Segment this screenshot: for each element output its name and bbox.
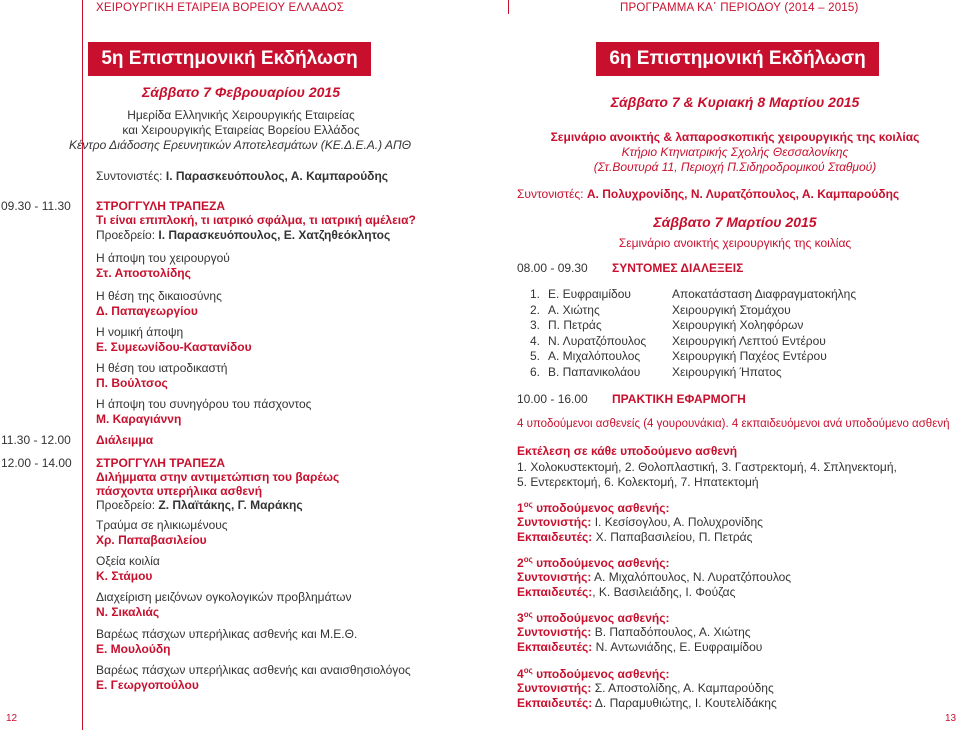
break-time: 11.30 - 12.00 [1, 433, 71, 447]
right-date-2: Σάββατο 7 Μαρτίου 2015 [653, 214, 817, 230]
talk-title: Η θέση της δικαιοσύνης [96, 289, 222, 303]
perform-line-2: 5. Εντερεκτομή, 6. Κολεκτομή, 7. Ηπατεκτομή [517, 475, 759, 489]
talk-title: Η άποψη του χειρουργού [96, 251, 230, 265]
patient-number: 4 [517, 667, 524, 681]
talk-speaker: Κ. Στάμου [96, 569, 153, 583]
session-2-time: 12.00 - 14.00 [1, 456, 72, 470]
talk-title: Η άποψη του συνηγόρου του πάσχοντος [96, 397, 312, 411]
coordinator-label: Συντονιστής: [517, 681, 592, 695]
talk-title: Τραύμα σε ηλικιωμένους [96, 518, 228, 532]
talk-speaker: Μ. Καραγιάννη [96, 412, 182, 426]
session-1-chair: Προεδρείο: Ι. Παρασκευόπουλος, Ε. Χατζηθεόκλητος [96, 228, 391, 242]
right-venue-2: (Στ.Βουτυρά 11, Περιοχή Π.Σιδηροδρομικού Σταθμού) [593, 160, 877, 174]
coordinator-label: Συντονιστής: [517, 570, 592, 584]
session-2-subtitle-1: Διλήμματα στην αντιμετώπιση του βαρέως [96, 470, 340, 484]
left-desc-2: και Χειρουργικής Εταιρείας Βορείου Ελλάδος [122, 123, 360, 137]
right-seminar-2: Σεμινάριο ανοικτής χειρουργικής της κοιλίας [618, 236, 852, 250]
track-2-time: 10.00 - 16.00 [517, 392, 588, 406]
educators-label: Εκπαιδευτές: [517, 696, 593, 710]
session-1-subtitle: Τι είναι επιπλοκή, τι ιατρικό σφάλμα, τι ιατρική αμέλεια? [96, 213, 416, 227]
lecture-topic: Χειρουργική Χοληφόρων [672, 318, 804, 332]
patient-heading [517, 610, 669, 625]
coordinator-label: Συντονιστής: [517, 515, 592, 529]
session-2-title: ΣΤΡΟΓΓΥΛΗ ΤΡΑΠΕΖΑ [96, 456, 225, 470]
talk-speaker: Ε. Μουλούδη [96, 642, 171, 656]
patient-title: υποδούμενος ασθενής: [532, 556, 670, 570]
talk-speaker: Π. Βούλτσος [96, 376, 168, 390]
educators-names: , Κ. Βασιλειάδης, Ι. Φούζας [592, 585, 736, 599]
lecture-speaker: Π. Πετράς [548, 318, 602, 332]
session-2-chair: Προεδρείο: Ζ. Πλαϊτάκης, Γ. Μαράκης [96, 498, 303, 512]
coordinator-names: Β. Παπαδόπουλος, Α. Χιώτης [591, 625, 751, 639]
lecture-topic: Χειρουργική Ήπατος [672, 364, 782, 379]
patient-number: 1 [517, 501, 524, 515]
educators-names: Χ. Παπαβασιλείου, Π. Πετράς [592, 530, 753, 544]
patient-number: 3 [517, 611, 524, 625]
right-seminar: Σεμινάριο ανοικτής & λαπαροσκοπικής χειρουργικής της κοιλίας [550, 130, 920, 144]
patient-coordinator [517, 570, 791, 584]
session-1-title: ΣΤΡΟΓΓΥΛΗ ΤΡΑΠΕΖΑ [96, 199, 225, 213]
lecture-topic: Χειρουργική Λεπτού Εντέρου [672, 333, 826, 348]
patient-title: υποδούμενος ασθενής: [532, 501, 670, 515]
talk-title: Διαχείριση μειζόνων ογκολογικών προβλημάτων [96, 590, 352, 604]
practice-description: 4 υποδούμενοι ασθενείς (4 γουρουνάκια). 4 εκπαιδευόμενοι ανά υποδούμενο ασθενή [517, 418, 950, 430]
coordinator-names: Α. Μιχαλόπουλος, Ν. Λυρατζόπουλος [591, 570, 792, 584]
lecture-number: 6. [530, 364, 541, 379]
center-divider-line [508, 0, 509, 14]
patient-educators [517, 530, 752, 544]
page-number-left: 12 [6, 713, 18, 724]
header-right: ΠΡΟΓΡΑΜΜΑ ΚΑ΄ ΠΕΡΙΟΔΟΥ (2014 – 2015) [620, 2, 859, 14]
talk-title: Βαρέως πάσχων υπερήλικας ασθενής και Μ.Ε.Θ. [96, 627, 358, 641]
coordinator-names: Σ. Αποστολίδης, Α. Καμπαρούδης [591, 681, 774, 695]
header-left: ΧΕΙΡΟΥΡΓΙΚΗ ΕΤΑΙΡΕΙΑ ΒΟΡΕΙΟΥ ΕΛΛΑΔΟΣ [96, 2, 345, 14]
patient-heading [517, 555, 669, 570]
right-venue-1: Κτήριο Κτηνιατρικής Σχολής Θεσσαλονίκης [621, 145, 849, 159]
lecture-number: 1. [530, 287, 541, 301]
patient-title: υποδούμενος ασθενής: [532, 667, 670, 681]
patient-ordinal: ος [523, 555, 533, 564]
talk-title: Η νομική άποψη [96, 325, 184, 339]
educators-label: Εκπαιδευτές: [517, 585, 593, 599]
coordinator-label: Συντονιστής: [517, 625, 592, 639]
session-1-time: 09.30 - 11.30 [1, 199, 71, 213]
patient-heading [517, 666, 669, 681]
page-number-right: 13 [945, 713, 957, 724]
track-1-title: ΣΥΝΤΟΜΕΣ ΔΙΑΛΕΞΕΙΣ [612, 261, 744, 275]
educators-names: Δ. Παραμυθιώτης, Ι. Κουτελίδάκης [592, 696, 777, 710]
patient-ordinal: ος [523, 666, 533, 675]
lecture-speaker: Ν. Λυρατζόπουλος [548, 333, 647, 348]
lecture-number: 5. [530, 349, 541, 363]
lecture-speaker: Α. Μιχαλόπουλος [548, 349, 641, 363]
left-date: Σάββατο 7 Φεβρουαρίου 2015 [142, 84, 340, 100]
left-coordinators: Συντονιστές: Ι. Παρασκευόπουλος, Α. Καμπαρούδης [96, 169, 389, 183]
talk-title: Οξεία κοιλία [96, 554, 160, 568]
patient-coordinator [517, 681, 774, 695]
lecture-number: 3. [530, 318, 541, 332]
patient-number: 2 [517, 556, 524, 570]
coordinator-names: Ι. Κεσίσογλου, Α. Πολυχρονίδης [591, 515, 763, 529]
lecture-number: 4. [530, 333, 541, 348]
lecture-topic: Αποκατάσταση Διαφραγματοκήλης [672, 287, 857, 301]
patient-educators [517, 640, 762, 654]
talk-speaker: Ε. Γεωργοπούλου [96, 678, 199, 692]
patient-educators [517, 585, 735, 599]
talk-speaker: Στ. Αποστολίδης [96, 266, 191, 280]
track-2-title: ΠΡΑΚΤΙΚΗ ΕΦΑΡΜΟΓΗ [612, 392, 746, 406]
talk-title: Βαρέως πάσχων υπερήλικας ασθενής και αναισθησιολόγος [96, 663, 411, 677]
talk-speaker: Ε. Συμεωνίδου-Καστανίδου [96, 340, 252, 354]
patient-ordinal: ος [523, 500, 533, 509]
patient-coordinator [517, 515, 763, 529]
break-label: Διάλειμμα [96, 433, 154, 447]
lecture-speaker: Ε. Ευφραιμίδου [548, 287, 631, 301]
right-date: Σάββατο 7 & Κυριακή 8 Μαρτίου 2015 [610, 94, 860, 110]
left-desc-1: Ημερίδα Ελληνικής Χειρουργικής Εταιρείας [127, 108, 355, 122]
educators-label: Εκπαιδευτές: [517, 530, 593, 544]
perform-line-1: 1. Χολοκυστεκτομή, 2. Θολοπλαστική, 3. Γαστρεκτομή, 4. Σπληνεκτομή, [517, 460, 897, 474]
lecture-topic: Χειρουργική Στομάχου [672, 302, 791, 317]
talk-speaker: Δ. Παπαγεωργίου [96, 304, 198, 318]
patient-educators [517, 696, 777, 710]
talk-speaker: Χρ. Παπαβασιλείου [96, 533, 207, 547]
lecture-speaker: Α. Χιώτης [548, 302, 600, 317]
left-desc-3: Κέντρο Διάδοσης Ερευνητικών Αποτελεσμάτων (ΚΕ.Δ.Ε.Α.) ΑΠΘ [68, 138, 412, 152]
session-2-subtitle-2: πάσχοντα υπερήλικα ασθενή [96, 484, 263, 498]
perform-title: Εκτέλεση σε κάθε υποδούμενο ασθενή [517, 444, 738, 458]
patient-ordinal: ος [523, 610, 533, 619]
talk-title: Η θέση του ιατροδικαστή [96, 361, 228, 375]
patient-title: υποδούμενος ασθενής: [532, 611, 670, 625]
educators-names: Ν. Αντωνιάδης, Ε. Ευφραιμίδου [592, 640, 763, 654]
educators-label: Εκπαιδευτές: [517, 640, 593, 654]
track-1-time: 08.00 - 09.30 [517, 261, 588, 275]
patient-heading [517, 500, 669, 515]
lecture-number: 2. [530, 302, 541, 317]
left-banner: 5η Επιστημονική Εκδήλωση [88, 42, 371, 76]
right-banner: 6η Επιστημονική Εκδήλωση [596, 42, 879, 76]
talk-speaker: Ν. Σικαλιάς [96, 605, 160, 619]
right-coordinators: Συντονιστές: Α. Πολυχρονίδης, Ν. Λυρατζόπουλος, Α. Καμπαρούδης [517, 187, 900, 201]
patient-coordinator [517, 625, 751, 639]
lecture-speaker: Β. Παπανικολάου [548, 364, 641, 379]
lecture-topic: Χειρουργική Παχέος Εντέρου [672, 349, 827, 363]
